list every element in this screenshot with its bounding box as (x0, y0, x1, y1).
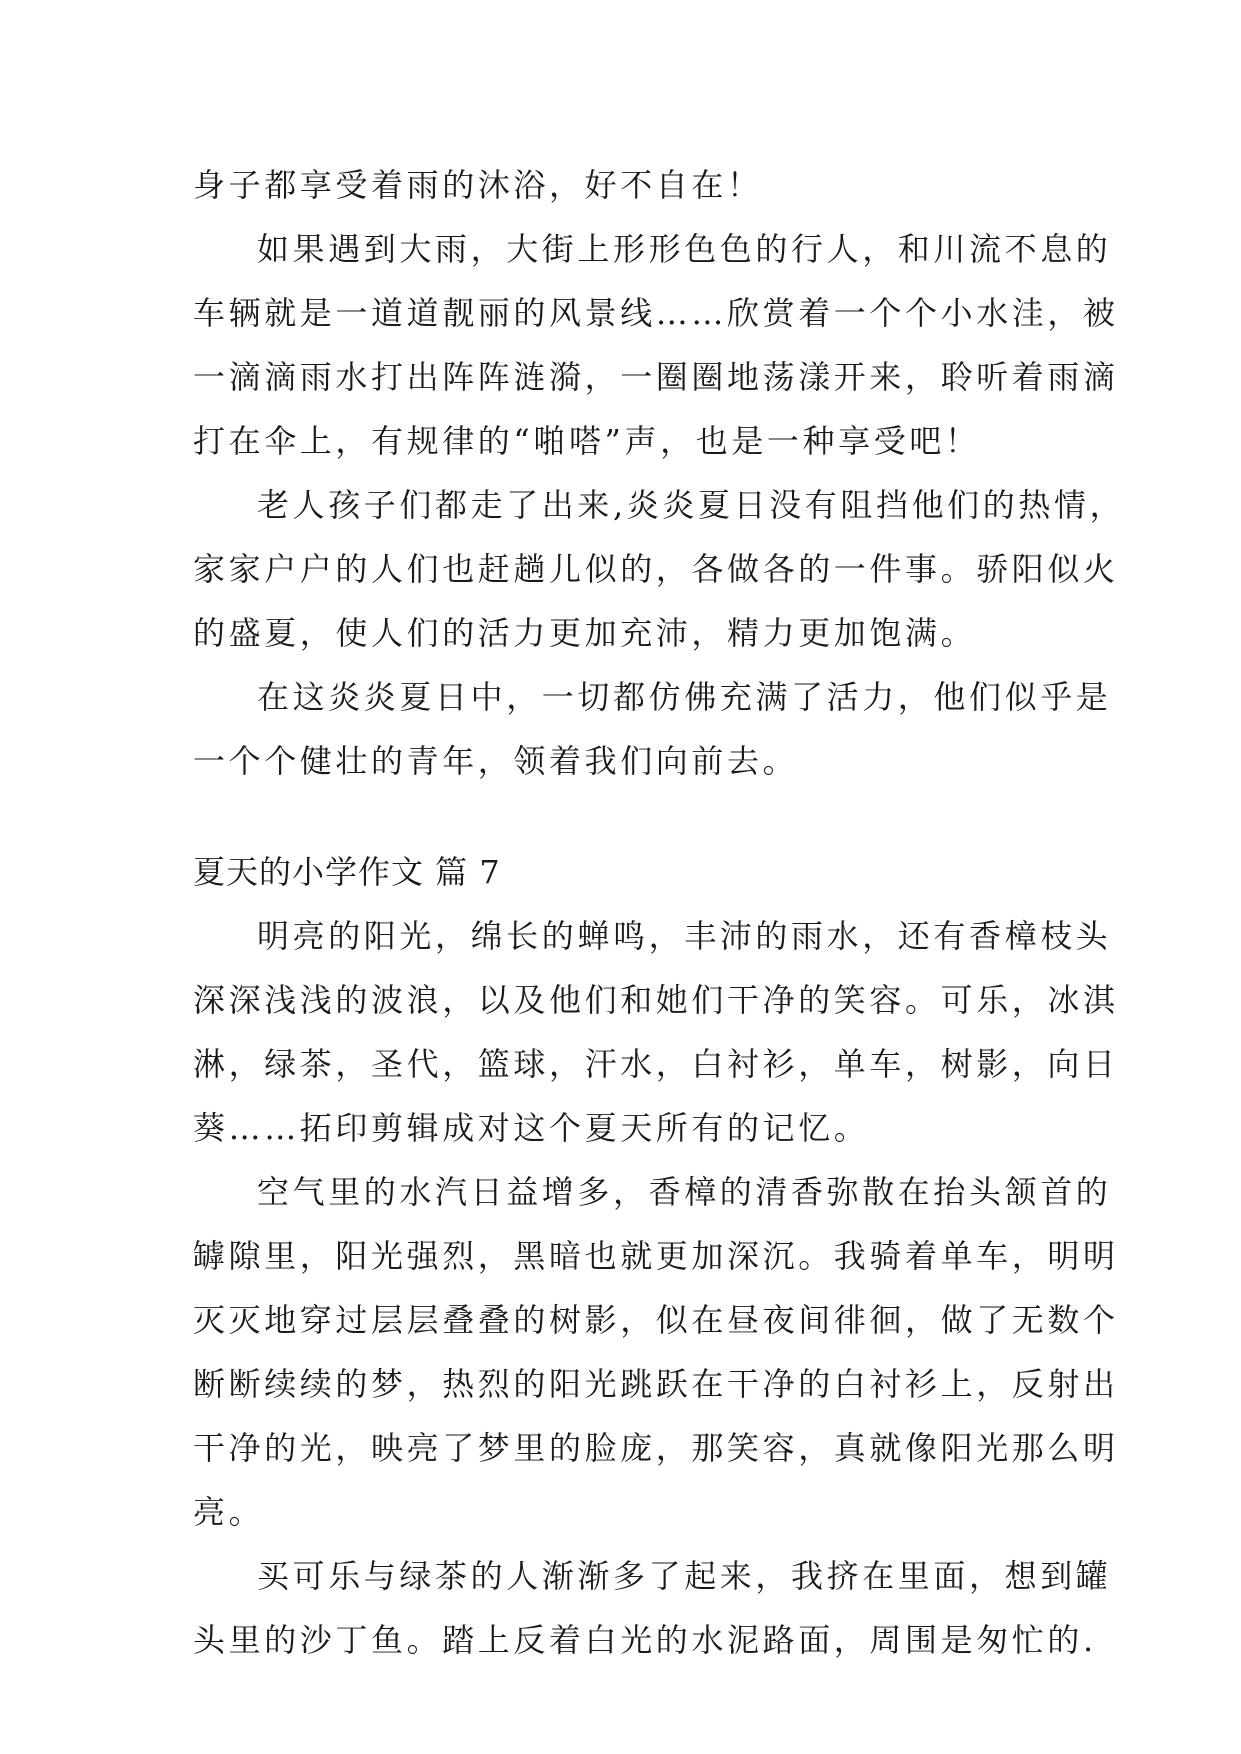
text-line: 的盛夏，使人们的活力更加充沛，精力更加饱满。 (193, 614, 977, 652)
text-line: 车辆就是一道道靓丽的风景线……欣赏着一个个小水洼，被 (193, 294, 1119, 332)
text-line: 断断续续的梦，热烈的阳光跳跃在干净的白衬衫上，反射出 (193, 1365, 1119, 1403)
paragraph-start-line: 如果遇到大雨，大街上形形色色的行人，和川流不息的 (257, 230, 1112, 268)
text-line: 一滴滴雨水打出阵阵涟漪，一圈圈地荡漾开来，聆听着雨滴 (193, 358, 1119, 396)
paragraph-start-line: 老人孩子们都走了出来,炎炎夏日没有阻挡他们的热情， (257, 486, 1126, 524)
text-line: 身子都享受着雨的沐浴，好不自在！ (193, 166, 763, 204)
text-line: 头里的沙丁鱼。踏上反着白光的水泥路面，周围是匆忙的. (193, 1621, 1097, 1659)
text-line: 深深浅浅的波浪，以及他们和她们干净的笑容。可乐，冰淇 (193, 981, 1119, 1019)
text-line: 亮。 (193, 1493, 265, 1531)
paragraph-start-line: 空气里的水汽日益增多，香樟的清香弥散在抬头颔首的 (257, 1173, 1112, 1211)
text-line: 一个个健壮的青年，领着我们向前去。 (193, 742, 799, 780)
text-line: 打在伞上，有规律的“啪嗒”声，也是一种享受吧！ (193, 422, 981, 460)
section-heading: 夏天的小学作文 篇 7 (193, 853, 501, 891)
paragraph-start-line: 买可乐与绿茶的人渐渐多了起来，我挤在里面，想到罐 (257, 1557, 1112, 1595)
text-line: 罅隙里，阳光强烈，黑暗也就更加深沉。我骑着单车，明明 (193, 1237, 1119, 1275)
text-line: 葵……拓印剪辑成对这个夏天所有的记忆。 (193, 1109, 870, 1147)
text-line: 灭灭地穿过层层叠叠的树影，似在昼夜间徘徊，做了无数个 (193, 1301, 1119, 1339)
text-line: 家家户户的人们也赶趟儿似的，各做各的一件事。骄阳似火 (193, 550, 1119, 588)
text-line: 干净的光，映亮了梦里的脸庞，那笑容，真就像阳光那么明 (193, 1429, 1119, 1467)
paragraph-start-line: 明亮的阳光，绵长的蝉鸣，丰沛的雨水，还有香樟枝头 (257, 917, 1112, 955)
paragraph-start-line: 在这炎炎夏日中，一切都仿佛充满了活力，他们似乎是 (257, 678, 1112, 716)
text-line: 淋，绿茶，圣代，篮球，汗水，白衬衫，单车，树影，向日 (193, 1045, 1119, 1083)
